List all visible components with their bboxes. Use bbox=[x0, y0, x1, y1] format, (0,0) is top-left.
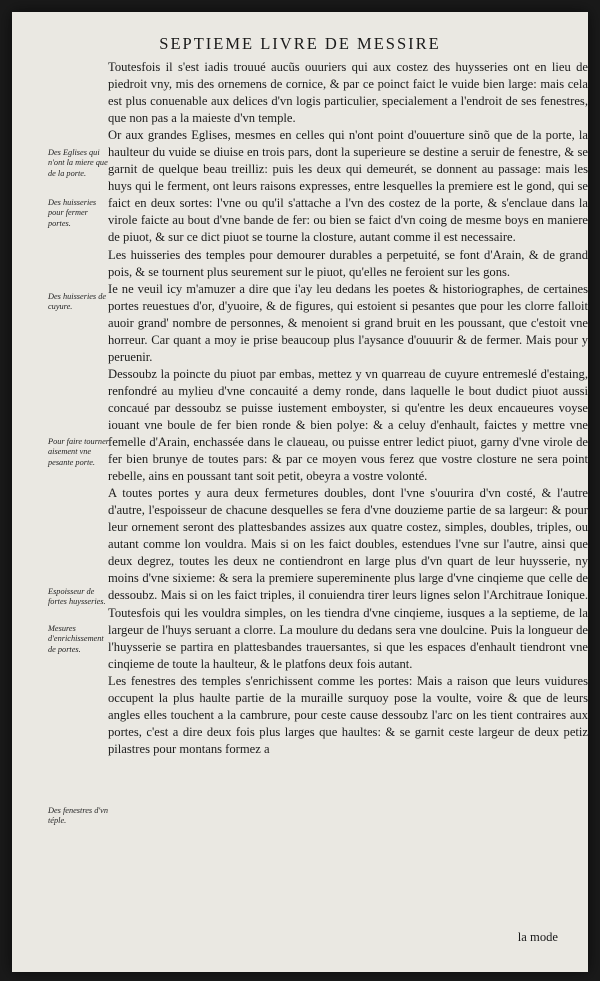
paragraph: Ie ne veuil icy m'amuzer a dire que i'ay leu dedans les poetes & historiographes, de certaines portes reuestues d'or, d'yuoire, & de figures, qui estoient si pesantes que pour les clorre falloit auoir grand' nombre de personnes, & menoient si grand bruit en les poussant, que c'estoit vne horreur. Car quant a moy ie prise beaucoup plus l'aysance d'ouuurir & de fermer. Mais pour y peruenir. bbox=[108, 281, 588, 364]
paragraph: Or aux grandes Eglises, mesmes en celles qui n'ont point d'ouuerture sinõ que de la porte, la haulteur du vuide se diuise en trois pars, dont la superieure se destine a seruir de fenestre, & se garnit de quelque beau treilliz: puis les deux qui demeurét, se donnent au passage: mais les huys qui le ferment, ont leurs raisons expresses, entre lesquelles la premiere est le gond, qui se faict en deux sortes: l'vne ou qu'il s'attache a l'vn des costez de la porte, & s'enclaue dans la virole faicte au bout d'vne bande de fer: ou bien se faict d'vn coing de mesme boys en maniere de piuot, & sur ce dict piuot se tourne la closture, autant comme il est necessaire. bbox=[108, 128, 588, 245]
paragraph: Toutesfois il s'est iadis trouué aucũs ouuriers qui aux costez des huysseries ont en lieu de piedroit vny, mis des ornemens de cornice, & par ce poinct faict le vuide bien large: mais cela est plus conuenable aux delices d'vn logis particulier, specialement a l'endroit de ses fenestres, que non pas a la maieste d'vn temple. bbox=[108, 60, 588, 126]
margin-note: Espoisseur de fortes huysseries. bbox=[48, 587, 106, 607]
paragraph: A toutes portes y aura deux fermetures doubles, dont l'vne s'ouurira d'vn costé, & l'autre d'autre, l'espoisseur de chacune desquelles se fera d'vne douzieme partie de sa largeur: & pour leur ornement seront des plattesbandes assizes aux quatre costez, simples, doubles, triples, ou autant comme lon vouldra. Mais si on les faict doubles, estendues l'vne sur l'autre, ainsi que deux degrez, toutes les deux ne contiendront en large plus d'vn quart de leur huysserie, ny moins d'vne sixieme: & sera la premiere supereminente plus large d'vne cinqieme que celle de dessoubz. Mais si on les faict triples, il conuiendra tirer leurs lignes selon l'Architraue Ionique. Toutesfois qui les vouldra simples, on les tiendra d'vne cinqieme, iusques a la septieme, de la largeur de l'huys seruant a clorre. La moulure du dedans sera vne doulcine. Puis la longueur de l'huysserie se partira en plattesbandes trauersantes, si que les espaces d'enhault tiendront vne cinqieme de toute la haulteur, & le platfons deux fois autant. bbox=[108, 486, 588, 671]
paragraph: Les huisseries des temples pour demourer durables a perpetuité, se font d'Arain, & de grand pois, & se tournent plus seurement sur le piuot, qu'elles ne feroient sur les gons. bbox=[108, 247, 588, 279]
paragraph: Dessoubz la poincte du piuot par embas, mettez y vn quarreau de cuyure entremeslé d'estaing, renfondré au mylieu d'vne concauité a demy ronde, dans laquelle le bout dudict piuot aussi concaué par dessoubz se puisse iustement emboyster, si qu'entre les deux encaueures voyse iouant vne boule de fer bien ronde & bien polye: & a celuy d'enhault, faictes y mettre vne femelle d'Arain, enchassée dans le claueau, ou puisse entrer ledict piuot, garny d'vne virole de fer bien brunye de toutes pars: & par ce moyen vous ferez que vostre closture ne sera point rebelle, ains en poussant tant soit petit, obeyra a vostre volonté. bbox=[108, 366, 588, 484]
running-head: SEPTIEME LIVRE DE MESSIRE bbox=[159, 34, 441, 53]
paragraph: Les fenestres des temples s'enrichissent comme les portes: Mais a raison que leurs vuidures occupent la plus haulte partie de la muraille surquoy pose la voulte, voire & que de leurs angles elles touchent a la cambrure, pour ceste cause dessoubz l'arc on les tient contraires aux portes, c'est a dire deux fois plus larges que haultes: & se garnit ceste largeur de deux petiz pilastres pour montans formez a bbox=[108, 673, 588, 756]
margin-note: Des fenestres d'vn téple. bbox=[48, 806, 108, 826]
margin-note: Des Eglises qui n'ont la miere que de la porte. bbox=[48, 148, 108, 178]
book-page bbox=[12, 12, 588, 972]
margin-note: Mesures d'enrichissement de portes. bbox=[48, 624, 104, 654]
margin-note: Des huisseries pour fermer portes. bbox=[48, 198, 97, 228]
margin-note: Pour faire tourner aisement vne pesante porte. bbox=[48, 437, 109, 467]
margin-note: Des huisseries de cuyure. bbox=[48, 292, 107, 312]
catchword: la mode bbox=[517, 930, 558, 944]
body-text bbox=[108, 59, 588, 758]
